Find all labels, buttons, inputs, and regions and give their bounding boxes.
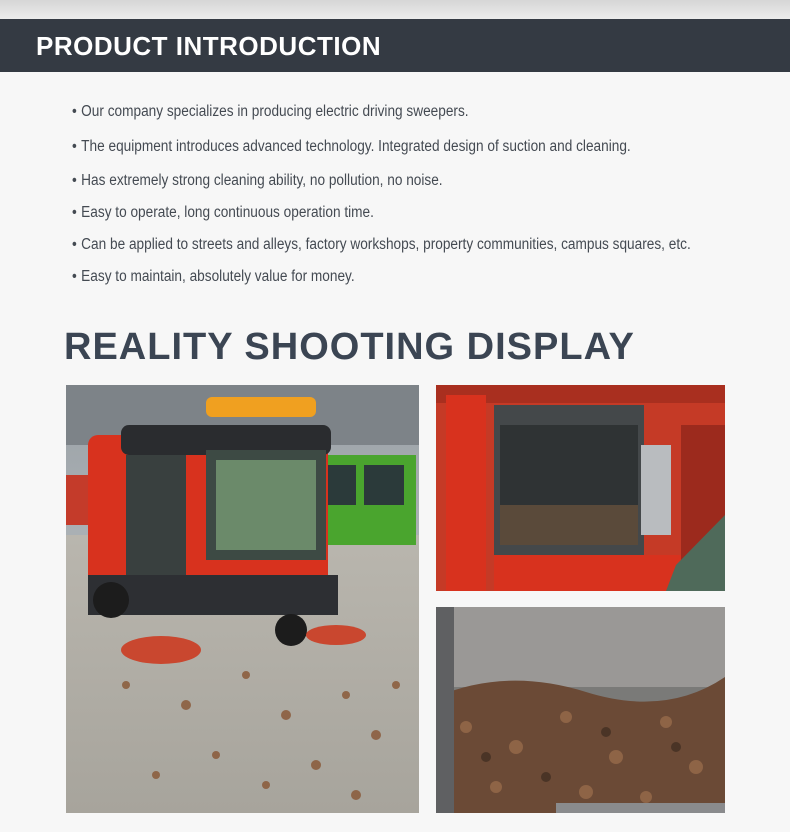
hopper-photo [436, 385, 725, 591]
intro-bullet-text: Can be applied to streets and alleys, factory workshops, property communities, campus squares, etc. [81, 236, 691, 253]
intro-bullet-text: The equipment introduces advanced technology. Integrated design of suction and cleaning. [81, 138, 631, 155]
debris-photo [436, 607, 725, 813]
top-strip [0, 0, 790, 19]
intro-bullet-text: Easy to maintain, absolutely value for money. [81, 268, 355, 285]
page-title: PRODUCT INTRODUCTION [36, 31, 382, 61]
intro-bullet: • Can be applied to streets and alleys, factory workshops, property communities, campus squares, etc. [72, 236, 691, 253]
intro-bullet-text: Has extremely strong cleaning ability, no pollution, no noise. [81, 172, 443, 189]
intro-bullet: • Easy to maintain, absolutely value for money. [72, 268, 355, 285]
header-bar [0, 19, 790, 72]
intro-bullet-text: Our company specializes in producing electric driving sweepers. [81, 103, 469, 120]
section-title: REALITY SHOOTING DISPLAY [64, 326, 635, 368]
sweeper-photo [66, 385, 419, 813]
intro-bullet-text: Easy to operate, long continuous operation time. [81, 204, 374, 221]
intro-bullet: • Our company specializes in producing electric driving sweepers. [72, 103, 469, 120]
intro-bullet: • The equipment introduces advanced technology. Integrated design of suction and cleaning. [72, 138, 631, 155]
intro-bullet: • Easy to operate, long continuous operation time. [72, 204, 374, 221]
intro-bullet: • Has extremely strong cleaning ability, no pollution, no noise. [72, 172, 443, 189]
